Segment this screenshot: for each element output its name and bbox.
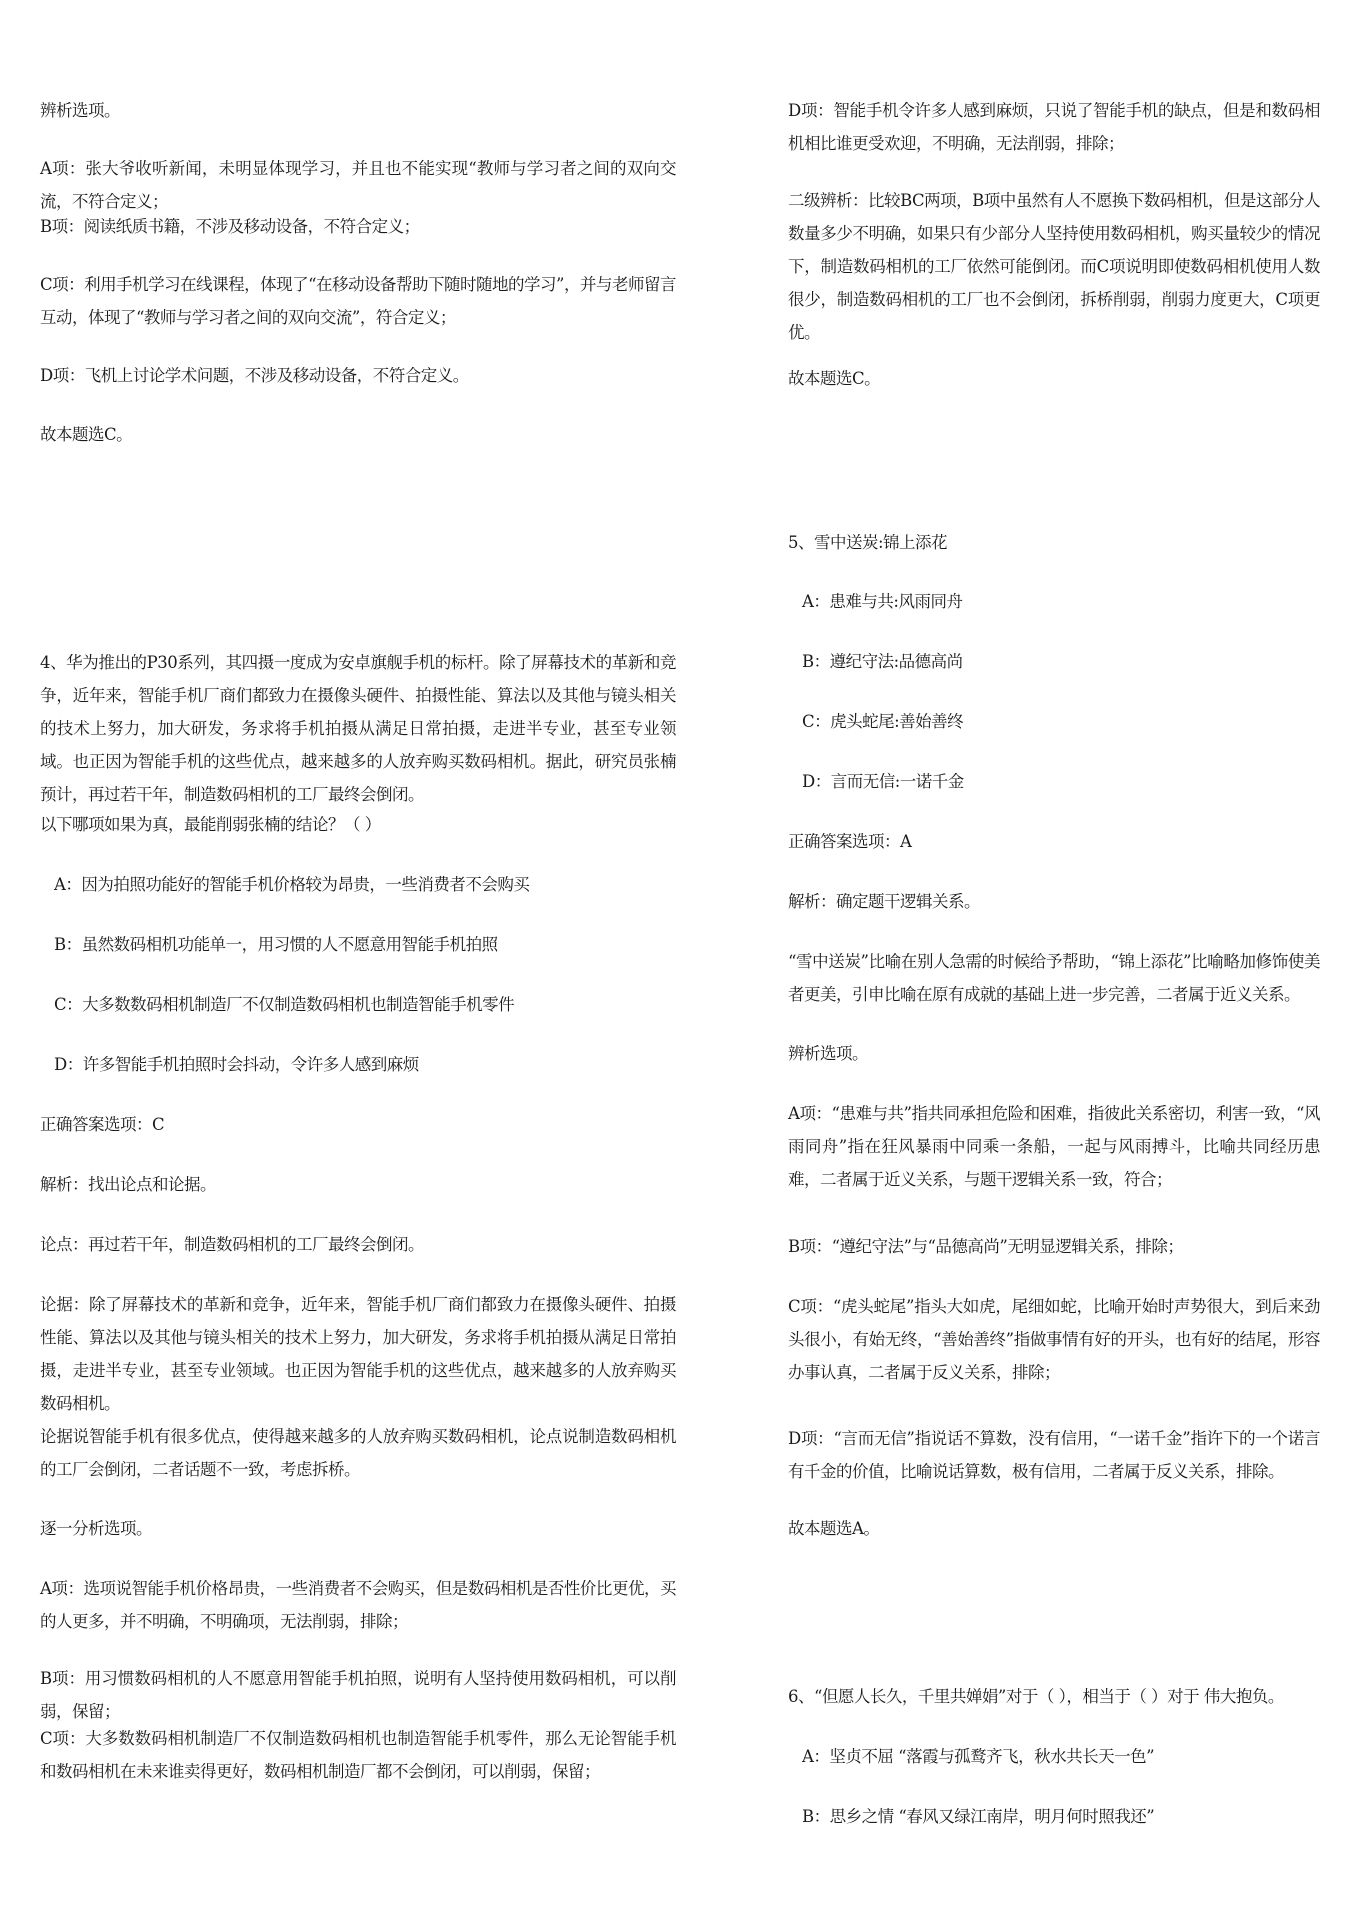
q5-analysis-title: 解析：确定题干逻辑关系。 bbox=[788, 892, 980, 911]
q6-stem: 6、“但愿人长久，千里共婵娟”对于（ ），相当于（ ）对于 伟大抱负。 bbox=[788, 1687, 1284, 1706]
q4-option-d-analysis: D项：智能手机令许多人感到麻烦，只说了智能手机的缺点，但是和数码相机相比谁更受欢迎，不明确，无法削弱，排除； bbox=[788, 101, 1320, 153]
q4-option-b: B：虽然数码相机功能单一，用习惯的人不愿意用智能手机拍照 bbox=[54, 935, 498, 954]
q5-option-a: A：患难与共:风雨同舟 bbox=[802, 592, 963, 611]
q4-analysis-title: 解析：找出论点和论据。 bbox=[40, 1175, 216, 1194]
q5-option-c-analysis: C项：“虎头蛇尾”指头大如虎，尾细如蛇，比喻开始时声势很大，到后来劲头很小，有始无终，“善始善终”指做事情有好的开头，也有好的结尾，形容办事认真，二者属于反义关系，排除； bbox=[788, 1297, 1320, 1382]
q5-option-d-analysis: D项：“言而无信”指说话不算数，没有信用，“一诺千金”指许下的一个诺言有千金的价值，比喻说话算数，极有信用，二者属于反义关系，排除。 bbox=[788, 1429, 1320, 1481]
q4-option-a: A：因为拍照功能好的智能手机价格较为昂贵，一些消费者不会购买 bbox=[54, 875, 530, 894]
q5-option-c: C：虎头蛇尾:善始善终 bbox=[802, 712, 964, 731]
q3-conclusion: 故本题选C。 bbox=[40, 425, 133, 444]
q6-option-b: B：思乡之情 “春风又绿江南岸，明月何时照我还” bbox=[802, 1807, 1155, 1826]
q3-option-b-analysis: B项：阅读纸质书籍，不涉及移动设备，不符合定义； bbox=[40, 217, 420, 236]
q5-option-a-analysis: A项：“患难与共”指共同承担危险和困难，指彼此关系密切，利害一致，“风雨同舟”指在狂风暴雨中同乘一条船，一起与风雨搏斗，比喻共同经历患难，二者属于近义关系，与题干逻辑关系一致，符合； bbox=[788, 1104, 1320, 1189]
q4-evidence: 论据：除了屏幕技术的革新和竞争，近年来，智能手机厂商们都致力在摄像头硬件、拍摄性能、算法以及其他与镜头相关的技术上努力，加大研发，务求将手机拍摄从满足日常拍摄，走进半专业，甚至专业领域。也正因为智能手机的这些优点，越来越多的人放弃购买数码相机。 bbox=[40, 1295, 676, 1413]
q4-option-c-analysis: C项：大多数数码相机制造厂不仅制造数码相机也制造智能手机零件，那么无论智能手机和数码相机在未来谁卖得更好，数码相机制造厂都不会倒闭，可以削弱，保留； bbox=[40, 1729, 676, 1781]
q5-option-b-analysis: B项：“遵纪守法”与“品德高尚”无明显逻辑关系，排除； bbox=[788, 1237, 1184, 1256]
q5-answer: 正确答案选项：A bbox=[788, 832, 912, 851]
q4-step: 逐一分析选项。 bbox=[40, 1519, 152, 1538]
q3-analysis-intro: 辨析选项。 bbox=[40, 101, 120, 120]
q4-question: 以下哪项如果为真，最能削弱张楠的结论？（ ） bbox=[40, 815, 381, 834]
q4-thesis: 论点：再过若干年，制造数码相机的工厂最终会倒闭。 bbox=[40, 1235, 424, 1254]
q4-second-level-analysis: 二级辨析：比较BC两项，B项中虽然有人不愿换下数码相机，但是这部分人数量多少不明确，如果只有少部分人坚持使用数码相机，购买量较少的情况下，制造数码相机的工厂依然可能倒闭。而C项说明即使数码相机使用人数很少，制造数码相机的工厂也不会倒闭，拆桥削弱，削弱力度更大，C项更优。 bbox=[788, 191, 1320, 342]
q4-conclusion: 故本题选C。 bbox=[788, 369, 881, 388]
q4-relation: 论据说智能手机有很多优点，使得越来越多的人放弃购买数码相机，论点说制造数码相机的工厂会倒闭，二者话题不一致，考虑拆桥。 bbox=[40, 1427, 676, 1479]
q5-option-d: D：言而无信:一诺千金 bbox=[802, 772, 964, 791]
q5-conclusion: 故本题选A。 bbox=[788, 1519, 880, 1538]
q6-option-a: A：坚贞不屈 “落霞与孤鹜齐飞，秋水共长天一色” bbox=[802, 1747, 1155, 1766]
q4-option-a-analysis: A项：选项说智能手机价格昂贵，一些消费者不会购买，但是数码相机是否性价比更优，买的人更多，并不明确，不明确项，无法削弱，排除； bbox=[40, 1579, 676, 1631]
q4-option-c: C：大多数数码相机制造厂不仅制造数码相机也制造智能手机零件 bbox=[54, 995, 515, 1014]
q3-option-c-analysis: C项：利用手机学习在线课程，体现了“在移动设备帮助下随时随地的学习”，并与老师留言互动，体现了“教师与学习者之间的双向交流”，符合定义； bbox=[40, 275, 676, 327]
q5-stem: 5、雪中送炭:锦上添花 bbox=[788, 533, 948, 552]
q3-option-d-analysis: D项：飞机上讨论学术问题，不涉及移动设备，不符合定义。 bbox=[40, 366, 469, 385]
q4-answer: 正确答案选项：C bbox=[40, 1115, 165, 1134]
q4-option-d: D：许多智能手机拍照时会抖动，令许多人感到麻烦 bbox=[54, 1055, 419, 1074]
q5-step: 辨析选项。 bbox=[788, 1044, 868, 1063]
q4-option-b-analysis: B项：用习惯数码相机的人不愿意用智能手机拍照，说明有人坚持使用数码相机，可以削弱，保留； bbox=[40, 1669, 676, 1721]
q5-explanation: “雪中送炭”比喻在别人急需的时候给予帮助，“锦上添花”比喻略加修饰使美者更美，引申比喻在原有成就的基础上进一步完善，二者属于近义关系。 bbox=[788, 952, 1320, 1004]
q4-stem: 4、华为推出的P30系列，其四摄一度成为安卓旗舰手机的标杆。除了屏幕技术的革新和竞争，近年来，智能手机厂商们都致力在摄像头硬件、拍摄性能、算法以及其他与镜头相关的技术上努力，加大研发，务求将手机拍摄从满足日常拍摄，走进半专业，甚至专业领域。也正因为智能手机的这些优点，越来越多的人放弃购买数码相机。据此，研究员张楠预计，再过若干年，制造数码相机的工厂最终会倒闭。 bbox=[40, 653, 676, 804]
q3-option-a-analysis: A项：张大爷收听新闻，未明显体现学习，并且也不能实现“教师与学习者之间的双向交流，不符合定义； bbox=[40, 159, 676, 211]
q5-option-b: B：遵纪守法:品德高尚 bbox=[802, 652, 963, 671]
